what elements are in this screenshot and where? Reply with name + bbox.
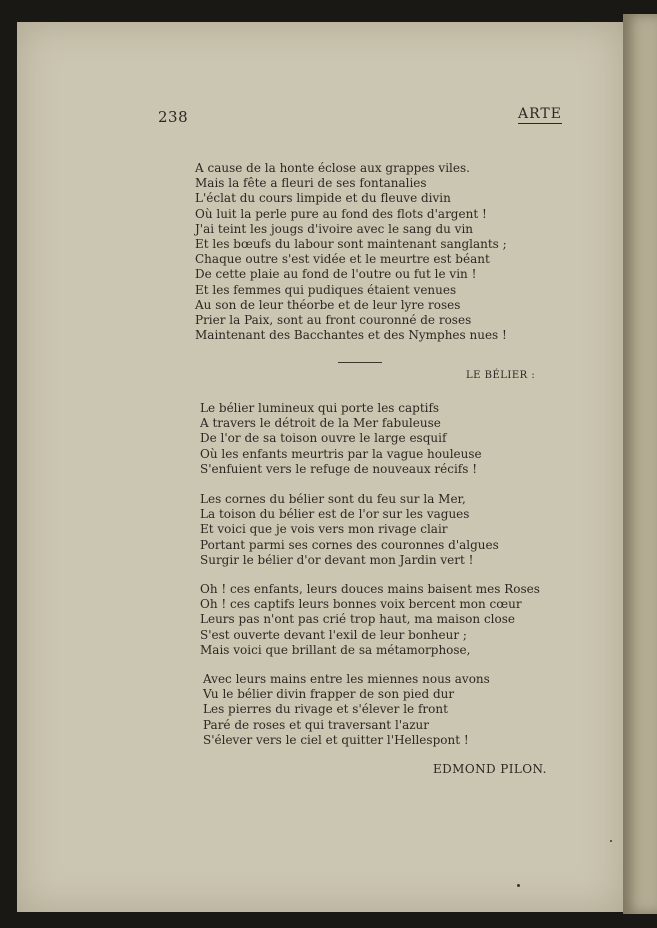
verse-line: Le bélier lumineux qui porte les captifs	[200, 401, 440, 415]
verse-line: S'est ouverte devant l'exil de leur bonheur ;	[200, 627, 467, 642]
page-number: 238	[158, 108, 189, 126]
verse-line: J'ai teint les jougs d'ivoire avec le sang du vin	[195, 221, 474, 236]
verse-line: Où luit la perle pure au fond des flots d'argent !	[195, 206, 487, 221]
verse-line: S'enfuient vers le refuge de nouveaux récifs !	[200, 461, 478, 476]
verse-line: Les cornes du bélier sont du feu sur la Mer,	[200, 492, 466, 506]
verse-line: A travers le détroit de la Mer fabuleuse	[200, 416, 441, 431]
verse-line: A cause de la honte éclose aux grappes viles.	[195, 161, 470, 175]
verse-line: De l'or de sa toison ouvre le large esquif	[200, 431, 447, 446]
poem-stanza-4	[203, 672, 490, 748]
author-signature: EDMOND PILON.	[433, 762, 547, 776]
verse-line: Paré de roses et qui traversant l'azur	[203, 717, 430, 732]
verse-line: Et les femmes qui pudiques étaient venues	[195, 282, 457, 297]
verse-line: Prier la Paix, sont au front couronné de roses	[195, 312, 472, 327]
poem-stanza-1	[200, 401, 482, 477]
poem-stanza-2	[200, 492, 499, 568]
verse-line: Vu le bélier divin frapper de son pied dur	[203, 687, 455, 702]
poem-intro-stanza	[195, 161, 507, 343]
paper-speck	[517, 884, 520, 887]
verse-line: Mais voici que brillant de sa métamorphose,	[200, 642, 471, 657]
verse-line: Oh ! ces enfants, leurs douces mains baisent mes Roses	[200, 582, 540, 596]
verse-line: Mais la fête a fleuri de ses fontanalies	[195, 176, 427, 191]
section-title: LE BÉLIER :	[466, 370, 536, 381]
verse-line: Portant parmi ses cornes des couronnes d'algues	[200, 537, 499, 552]
verse-line: Oh ! ces captifs leurs bonnes voix bercent mon cœur	[200, 597, 522, 612]
verse-line: Chaque outre s'est vidée et le meurtre est béant	[195, 252, 490, 267]
verse-line: Et voici que je vois vers mon rivage clair	[200, 522, 448, 537]
verse-line: Surgir le bélier d'or devant mon Jardin vert !	[200, 552, 474, 567]
adjacent-page-edge	[623, 14, 657, 914]
verse-line: Leurs pas n'ont pas crié trop haut, ma maison close	[200, 612, 515, 627]
verse-line: L'éclat du cours limpide et du fleuve divin	[195, 191, 451, 206]
running-head: ARTE	[518, 106, 562, 122]
verse-line: Où les enfants meurtris par la vague houleuse	[200, 446, 482, 461]
verse-line: Au son de leur théorbe et de leur lyre roses	[195, 297, 461, 312]
section-divider	[338, 362, 382, 363]
verse-line: La toison du bélier est de l'or sur les vagues	[200, 507, 470, 522]
verse-line: Maintenant des Bacchantes et des Nymphes nues !	[195, 328, 507, 343]
verse-line: Et les bœufs du labour sont maintenant sanglants ;	[195, 236, 507, 251]
poem-stanza-3	[200, 582, 540, 658]
verse-line: De cette plaie au fond de l'outre ou fut le vin !	[195, 267, 477, 282]
verse-line: S'élever vers le ciel et quitter l'Hellespont !	[203, 732, 469, 747]
paper-speck	[610, 840, 612, 842]
verse-line: Avec leurs mains entre les miennes nous avons	[203, 672, 490, 686]
verse-line: Les pierres du rivage et s'élever le front	[203, 702, 448, 717]
